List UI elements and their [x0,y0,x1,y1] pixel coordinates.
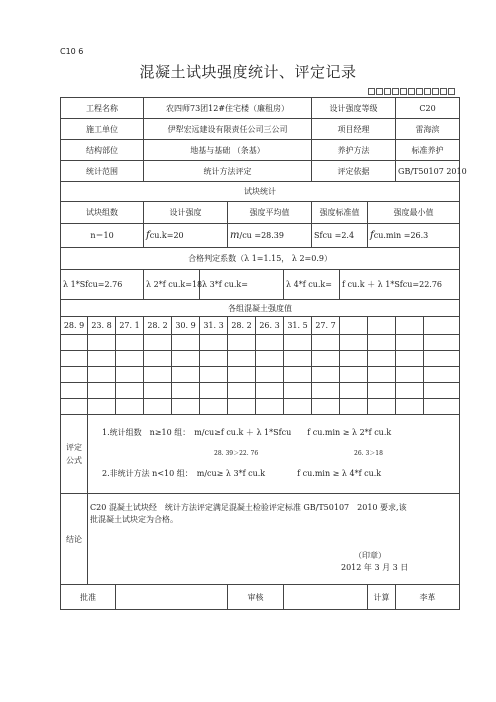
evaluation-result-min: 26. 3＞18 [354,450,383,457]
strength-empty-row [61,335,460,351]
conclusion-label: 结论 [61,494,88,585]
evaluation-formulas [88,415,460,494]
strength-value-6: 31. 3 [200,317,228,335]
coeff-lambda2: λ 2*f cu.k=18 [144,270,200,300]
strength-empty-row [61,399,460,415]
evaluation-label-line1: 评定 [66,443,82,452]
stats-std-strength: Sfcu =2.4 [312,224,368,248]
evaluation-formula-stat: 1.统计组数 n≥10 组： m/cu≥f cu.k ＋ λ 1*Sfcu f cu.min ≥ λ 2*f cu.k [102,428,392,437]
coeff-lambda1: λ 1*Sfcu=2.76 [61,270,144,300]
strength-value-9: 31. 5 [284,317,312,335]
coeff-lambda4: λ 4*f cu.k= [284,270,340,300]
stats-header-design: 设计强度 [144,202,228,224]
strength-value-5: 30. 9 [172,317,200,335]
coeff-lambda3: λ 3*f cu.k= [200,270,284,300]
strength-value-8: 26. 3 [256,317,284,335]
scope-value: 统计方法评定 [144,161,312,182]
basis-value: GB/T50107 2010 [396,161,460,182]
coeff-sum: f cu.k ＋ λ 1*Sfcu=22.76 [340,270,460,300]
strength-value-1: 28. 9 [61,317,88,335]
evaluation-label [61,415,88,494]
conclusion-seal: （印章） [354,551,386,560]
stats-min-strength: fcu.min =26.3 [368,224,460,248]
document-title: 混凝土试块强度统计、评定记录 [139,63,357,81]
sign-calc-label: 计算 [368,585,396,610]
stats-header-mean: 强度平均值 [228,202,312,224]
strength-empty-cell [396,317,424,335]
strength-empty-cell [424,317,460,335]
strength-empty-cell [340,317,368,335]
design-grade-value: C20 [396,98,460,119]
conclusion-text-line2: 批混凝土试块定为合格。 [90,515,178,524]
strength-empty-row [61,383,460,399]
record-table [60,97,467,610]
stats-header-groups: 试块组数 [61,202,144,224]
strength-value-7: 28. 2 [228,317,256,335]
project-label: 工程名称 [61,98,144,119]
strength-empty-row [61,351,460,367]
sign-review-value [284,585,368,610]
strength-value-4: 28. 2 [144,317,172,335]
stats-header-std: 强度标准值 [312,202,368,224]
stats-design-strength: fcu.k=20 [144,224,228,248]
strength-value-3: 27. 1 [116,317,144,335]
strength-value-2: 23. 8 [88,317,116,335]
sign-calc-value: 李革 [396,585,460,610]
builder-label: 施工单位 [61,119,144,140]
stats-header-min: 强度最小值 [368,202,460,224]
document-code: C10 6 [60,47,84,56]
evaluation-label-line2: 公式 [66,456,82,465]
part-value: 地基与基础 （条基） [144,140,312,161]
sign-approve-value [116,585,228,610]
pm-value: 雷海滨 [396,119,460,140]
record-number-boxes [368,88,455,95]
stats-group-count: n＝10 [61,224,144,248]
sign-approve-label: 批准 [61,585,116,610]
scope-label: 统计范围 [61,161,144,182]
project-value: 农四师73团12#住宅楼（廉租房） [144,98,312,119]
coeff-title: 合格判定系数（λ 1=1.15， λ 2=0.9） [61,248,460,270]
group-strength-title: 各组混凝土强度值 [61,300,460,317]
curing-label: 养护方法 [312,140,396,161]
evaluation-formula-nonstat: 2.非统计方法 n<10 组： m/cu≥ λ 3*f cu.k f cu.min ≥ λ 4*f cu.k [102,469,382,478]
strength-empty-row [61,367,460,383]
evaluation-result-mean: 28. 39＞22. 76 [214,450,259,457]
conclusion-date: 2012 年 3 月 3 日 [341,563,409,572]
strength-value-10: 27. 7 [312,317,340,335]
conclusion-content [88,494,460,585]
strength-empty-cell [368,317,396,335]
curing-value: 标准养护 [396,140,460,161]
design-grade-label: 设计强度等级 [312,98,396,119]
part-label: 结构部位 [61,140,144,161]
stats-mean-strength: m/cu =28.39 [228,224,312,248]
pm-label: 项目经理 [312,119,396,140]
builder-value: 伊犁宏远建设有限责任公司三公司 [144,119,312,140]
stats-section-title: 试块统计 [61,182,460,202]
sign-review-label: 审核 [228,585,284,610]
basis-label: 评定依据 [312,161,396,182]
conclusion-text-line1: C20 混凝土试块经 统计方法评定满足混凝土检验评定标准 GB/T50107 2010 要求,该 [90,503,407,512]
